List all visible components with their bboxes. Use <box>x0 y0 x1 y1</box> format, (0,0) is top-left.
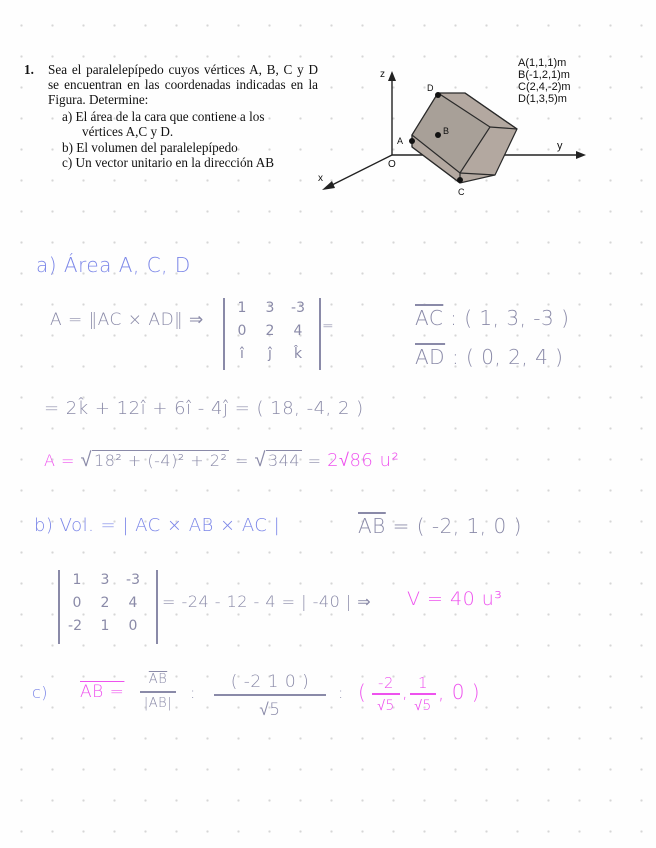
ad-value: : ( 0, 2, 4 ) <box>451 345 564 369</box>
sqrt-symbol: √ <box>80 447 93 471</box>
problem-item-a: a) El área de la cara que contiene a los <box>62 109 265 124</box>
x-axis-arrow <box>322 181 335 190</box>
vertex-coordinates <box>518 57 571 105</box>
matrix2-cell: -3 <box>126 572 140 588</box>
matrix1-cell: 2 <box>265 323 275 339</box>
figure-svg <box>310 55 650 205</box>
matrix2-cell: 3 <box>100 572 110 588</box>
matrix1-cell: k̂ <box>293 346 303 362</box>
matrix2-cell: 4 <box>128 595 138 611</box>
matrix2-cell: 1 <box>72 572 82 588</box>
part-a-title: a) Área A, C, D <box>36 253 191 277</box>
part-b-expansion: = -24 - 12 - 4 = | -40 | ⇒ <box>162 592 372 611</box>
axis-z-label: z <box>380 69 385 80</box>
parallelepiped-figure <box>310 55 650 205</box>
result-num-1: -2 <box>378 674 394 692</box>
part-c-equals-2: : <box>338 683 344 702</box>
coord-a: A(1,1,1)m <box>518 57 567 69</box>
frac-den-ab-magnitude: |AB| <box>143 696 173 711</box>
vertex-d-label: D <box>427 83 434 93</box>
vertex-b-dot <box>435 132 441 138</box>
result-den-1: √5 <box>377 698 395 714</box>
ac-label: $\overline{AC}$ <box>415 306 444 330</box>
problem-item-b: b) El volumen del paralelepípedo <box>62 140 238 155</box>
matrix1-cell: 3 <box>265 300 275 316</box>
matrix1-cell: î <box>240 346 244 362</box>
vertex-c-label: C <box>458 187 465 197</box>
vertex-a-label: A <box>397 136 404 146</box>
sqrt-344: 344 <box>267 451 301 470</box>
matrix2-cell: 1 <box>100 618 110 634</box>
ab-label: $\overline{AB}$ <box>358 514 386 538</box>
cross-product-matrix <box>223 298 321 370</box>
problem-item-c: c) Un vector unitario en la dirección AB <box>62 155 275 170</box>
vertex-a-dot <box>409 138 415 144</box>
volume-result: V = 40 u³ <box>407 588 503 610</box>
part-a-expansion: = 2k̂ + 12î + 6î - 4ĵ = ( 18, -4, 2 ) <box>44 398 364 419</box>
ac-vector <box>415 306 569 330</box>
ac-value: : ( 1, 3, -3 ) <box>450 306 570 330</box>
magnitude-radicand: 18² + (-4)² + 2² <box>94 451 228 470</box>
part-b-title: b) Vol. = | AC × AB × AC | <box>34 515 281 536</box>
matrix1-cell: ĵ <box>268 346 272 362</box>
coord-d: D(1,3,5)m <box>518 93 567 105</box>
coord-b: B(-1,2,1)m <box>518 69 570 81</box>
result-num-2: 1 <box>417 674 429 692</box>
matrix1-cell: 4 <box>293 323 303 339</box>
matrix2-cell: -2 <box>68 618 82 634</box>
coord-c: C(2,4,-2)m <box>518 81 571 93</box>
vec-den-sqrt5: √5 <box>259 700 281 720</box>
fraction-bar <box>372 693 400 695</box>
result-tail: , 0 ) <box>438 680 481 704</box>
matrix1-equals: = <box>322 318 335 334</box>
z-axis-arrow <box>388 71 396 81</box>
frac-num-ab: $\overline{AB}$ <box>148 672 168 687</box>
axis-x-label: x <box>318 173 323 184</box>
magnitude-equals: = <box>234 451 249 470</box>
fraction-bar <box>214 694 326 696</box>
part-c-title: c) <box>32 683 49 702</box>
matrix2-cell: 0 <box>128 618 138 634</box>
matrix2-cell: 2 <box>100 595 110 611</box>
vertex-b-label: B <box>443 126 450 136</box>
ad-label: $\overline{AD}$ <box>415 345 446 369</box>
problem-item-a-cont: vértices A,C y D. <box>82 124 174 139</box>
unit-vector-lhs: AB = <box>80 682 125 702</box>
fraction-bar <box>140 691 176 693</box>
result-den-2: √5 <box>414 698 432 714</box>
triple-product-matrix <box>58 570 158 644</box>
magnitude-prefix: A = <box>44 451 75 470</box>
matrix1-cell: 1 <box>237 300 247 316</box>
fraction-bar <box>410 693 436 695</box>
matrix2-cell: 0 <box>72 595 82 611</box>
area-result: 2√86 u² <box>327 450 400 471</box>
vec-num: ( -2 1 0 ) <box>230 672 310 692</box>
part-a-formula: A = ‖AC × AD‖ ⇒ <box>50 310 204 330</box>
problem-text: Sea el paralelepípedo cuyos vértices A, B, C y D se encuentran en las coordenadas indicadas en la Figura. Determine: <box>48 62 318 107</box>
part-a-magnitude <box>44 447 399 472</box>
result-open-paren: ( <box>358 680 367 704</box>
vertex-d-dot <box>435 92 441 98</box>
magnitude-equals-2: = <box>307 451 322 470</box>
matrix1-cell: 0 <box>237 323 247 339</box>
problem-number: 1. <box>24 62 34 77</box>
part-c-equals-1: : <box>190 683 196 702</box>
axis-y-label: y <box>557 140 563 152</box>
origin-label: O <box>388 159 396 170</box>
x-axis <box>328 155 392 187</box>
y-axis-arrow <box>576 151 586 159</box>
vertex-c-dot <box>457 177 463 183</box>
ad-vector <box>415 345 563 369</box>
sqrt-symbol: √ <box>254 447 266 471</box>
ab-vector <box>358 514 522 538</box>
matrix1-cell: -3 <box>291 300 305 316</box>
result-comma-1: , <box>402 682 409 703</box>
ab-value: = ( -2, 1, 0 ) <box>392 514 522 538</box>
